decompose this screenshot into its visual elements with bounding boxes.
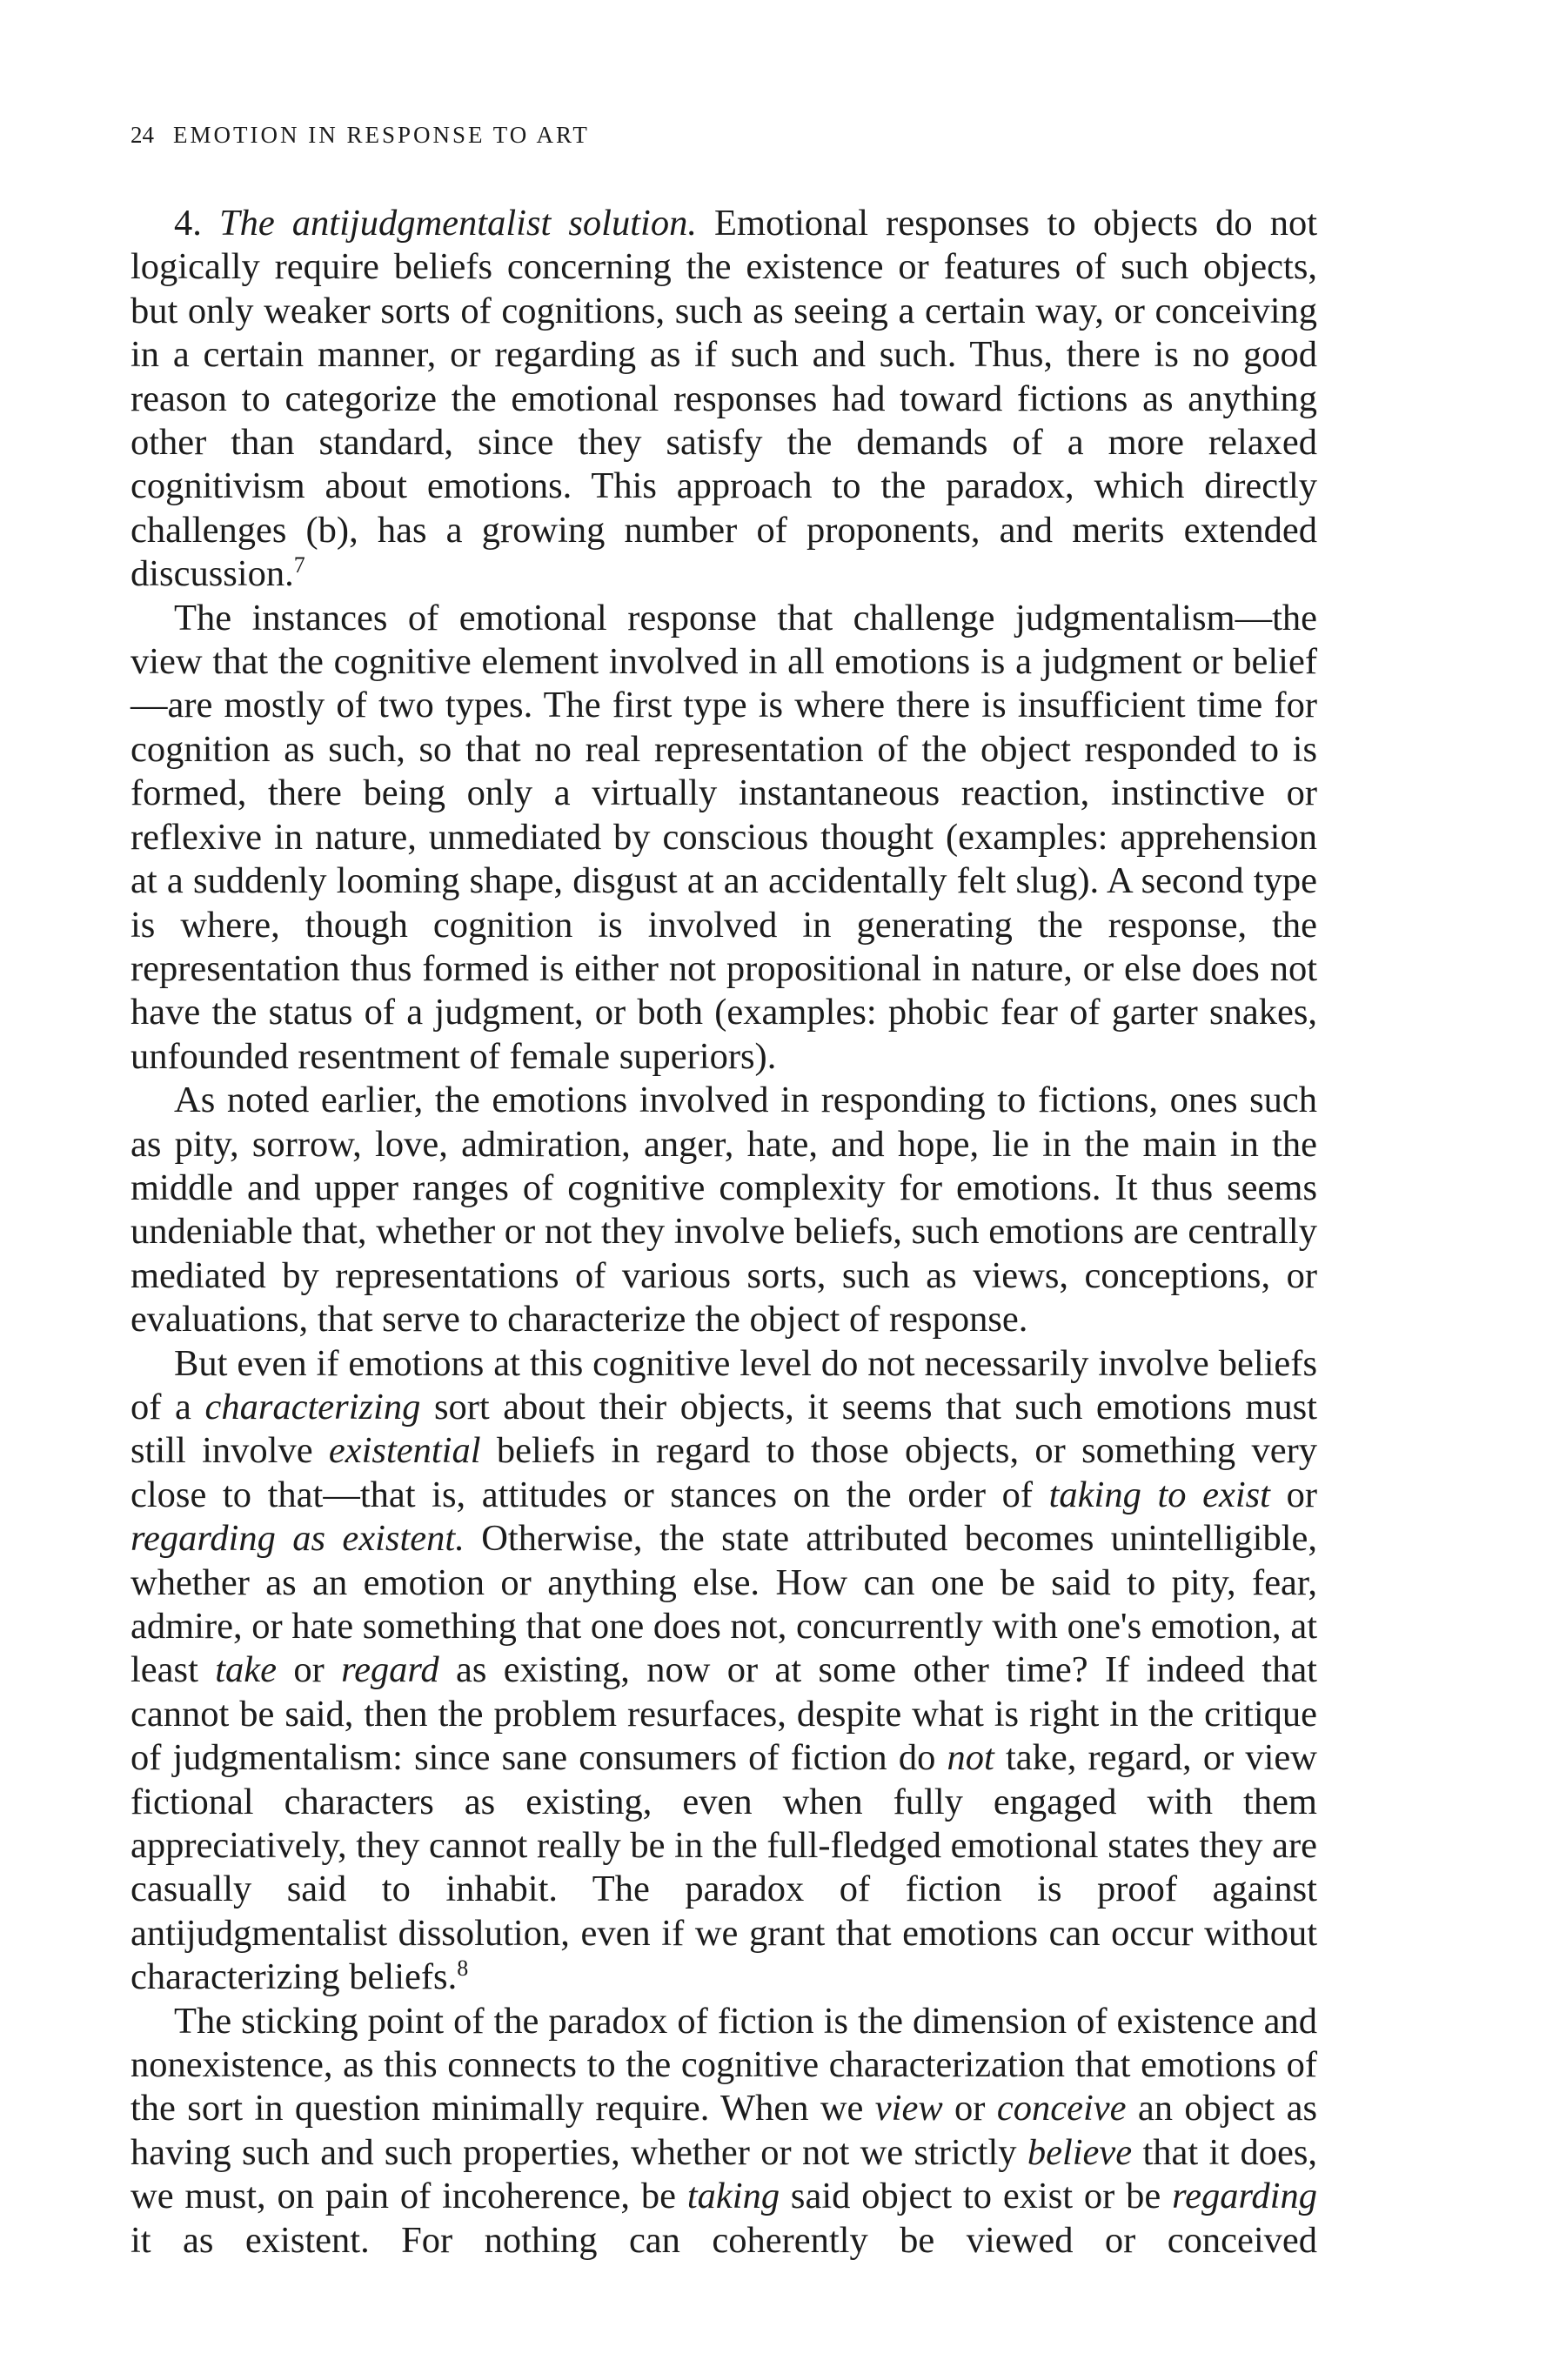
running-title: EMOTION IN RESPONSE TO ART (173, 122, 590, 148)
text-run: an object as having such and such properties, whether or not we strictly (130, 2088, 1318, 2173)
body-text (130, 202, 1317, 2263)
emphasis: not (947, 1737, 994, 1779)
paragraph-text: As noted earlier, the emotions involved in responding to fictions, ones such as pity, sorrow, love, admiration, anger, hate, and hope, lie in the main in the middle and upper ranges of cognitive complexity for emotions. It thus seems undeniable that, whether or not they involve beliefs, such emotions are centrally mediated by representations of various sorts, such as views, conceptions, or evaluations, that serve to characterize the object of response. (130, 1080, 1317, 1340)
text-run: But even if emotions at this cognitive level do not necessarily involve beliefs of a (130, 1342, 1317, 1427)
emphasis: take (215, 1649, 278, 1691)
paragraph-text: Emotional responses to objects do not logically require beliefs concerning the existence or features of such objects, but only weaker sorts of cognitions, such as seeing a certain way, or conceiving in a certain manner, or regarding as if such and such. Thus, there is no good reason to categorize the emotional responses had toward fictions as anything other than standard, since they satisfy the demands of a more relaxed cognitivism about emotions. This approach to the paradox, which directly challenges (b), has a growing number of proponents, and merits extended discussion. (130, 203, 1317, 595)
emphasis: characterizing (204, 1386, 421, 1427)
text-run: said object to exist or be (780, 2176, 1173, 2217)
page-number: 24 (130, 122, 154, 148)
text-run: sort about their objects, it seems that such emotions must still involve (130, 1386, 1317, 1472)
paragraph-judgmentalism-types (130, 597, 1317, 1079)
emphasis: regarding as existent. (130, 1518, 465, 1560)
emphasis: view (874, 2088, 943, 2129)
text-run: or (1270, 1474, 1318, 1515)
footnote-marker: 7 (293, 552, 305, 578)
emphasis: regard (341, 1649, 439, 1691)
paragraph-text: The instances of emotional response that challenge judgmentalism—the view that the cognitive element involved in all emotions is a judgment or belief—are mostly of two types. The first type is where there is insufficient time for cognition as such, so that no real representation of the object responded to is formed, there being only a virtually instantaneous reaction, instinctive or reflexive in nature, unmediated by conscious thought (examples: apprehension at a suddenly looming shape, disgust at an accidentally felt slug). A second type is where, though cognition is involved in generating the response, the representation thus formed is either not propositional in nature, or else does not have the status of a judgment, or both (examples: phobic fear of garter snakes, unfounded resentment of female superiors). (130, 597, 1317, 1077)
paragraph-antijudgmentalist-solution (130, 202, 1317, 597)
paragraph-cognitive-complexity (130, 1079, 1317, 1341)
emphasis: regarding (1172, 2176, 1317, 2217)
emphasis: taking to exist (1048, 1474, 1270, 1515)
text-run: that it does, we must, on pain of incoherence, be (130, 2131, 1317, 2217)
section-heading: The antijudgmentalist solution. (218, 203, 697, 244)
text-run: take, regard, or view fictional characters as existing, even when fully engaged with them appreciatively, they cannot really be in the full-fledged emotional states they are casually said to inhabit. The paradox of fiction is proof against antijudgmentalist dissolution, even if we grant that emotions can occur without characterizing beliefs. (130, 1737, 1317, 1998)
emphasis: taking (686, 2176, 780, 2217)
footnote-marker: 8 (457, 1955, 469, 1982)
section-number: 4. (174, 203, 219, 244)
text-run: The sticking point of the paradox of fiction is the dimension of existence and nonexistence, as this connects to the cognitive characterization that emotions of the sort in question minimally require. When we (130, 2000, 1317, 2129)
emphasis: believe (1027, 2131, 1133, 2173)
paragraph-sticking-point (130, 2000, 1317, 2263)
paragraph-existential-beliefs (130, 1342, 1317, 2000)
text-run: beliefs in regard to those objects, or something very close to that—that is, attitudes or stances on the order of (130, 1430, 1317, 1515)
emphasis: existential (328, 1430, 481, 1472)
text-run: or (277, 1649, 342, 1691)
emphasis: conceive (996, 2088, 1127, 2129)
text-run: Otherwise, the state attributed becomes unintelligible, whether as an emotion or anything else. How can one be said to pity, fear, admire, or hate something that one does not, concurrently with one's emotion, at least (130, 1518, 1317, 1691)
running-head (130, 122, 590, 149)
text-run: it as existent. For nothing can coherently be viewed or conceived (130, 2219, 1317, 2261)
text-run: as existing, now or at some other time? If indeed that cannot be said, then the problem resurfaces, despite what is right in the critique of judgmentalism: since sane consumers of fiction do (130, 1649, 1317, 1779)
text-run: or (942, 2088, 997, 2129)
